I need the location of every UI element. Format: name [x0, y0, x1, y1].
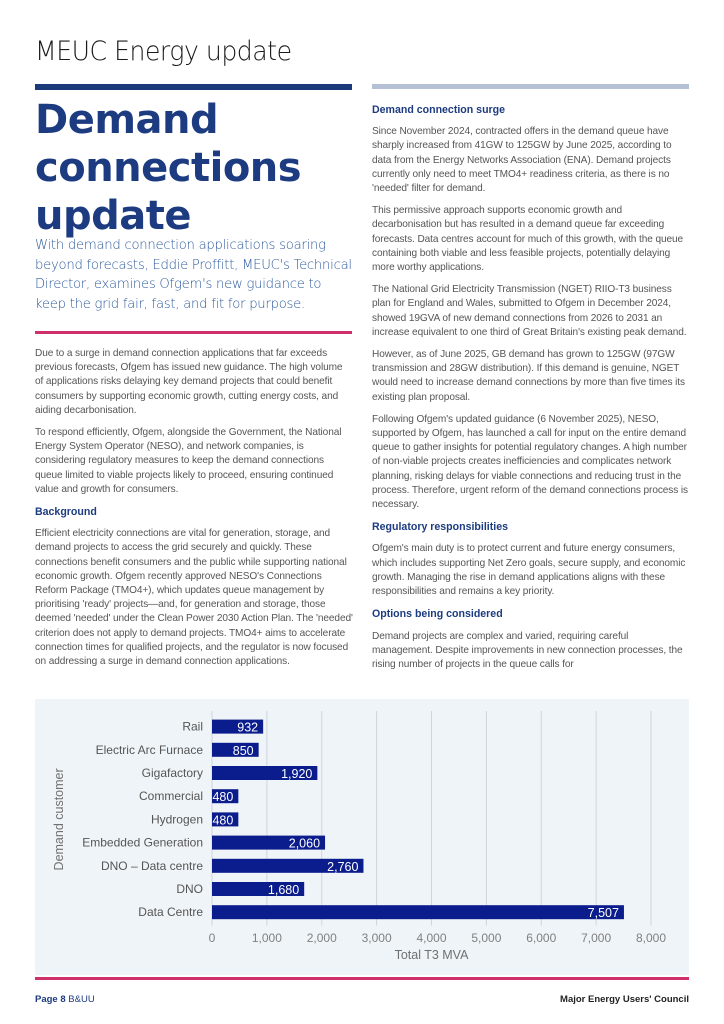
- subheading-demand-surge: Demand connection surge: [372, 104, 506, 116]
- page-number: Page 8: [35, 994, 66, 1005]
- category-label: Data Centre: [138, 905, 203, 920]
- body-paragraph: Demand projects are complex and varied, requiring careful management. Despite improvements in new connection processes, the rising number of projects in the queue calls for: [372, 630, 683, 670]
- bar-value-label: 480: [212, 790, 234, 805]
- bar-value-label: 1,680: [267, 883, 300, 897]
- headline-line: Demand: [35, 97, 219, 143]
- left-column: [35, 347, 353, 677]
- section-title: MEUC Energy update: [35, 36, 292, 67]
- subheading-regulatory: Regulatory responsibilities: [372, 521, 508, 534]
- body-paragraph: Efficient electricity connections are vital for generation, storage, and demand projects to access the grid securely and quickly. These connections benefit consumers and the public while supporting national economic growth. Ofgem recently approved NESO's Connections Reform Package (TMO4+), which updates queue management by prioritising 'ready' projects—and, for generation and storage, those deemed 'needed' under the Clean Power 2030 Action Plan. The 'needed' criterion does not apply to demand projects. TMO4+ aims to accelerate connection times for qualified projects, and the regulator is now focused on addressing a surge in demand connection applications.: [35, 528, 353, 668]
- subheading-options: Options being considered: [372, 608, 503, 621]
- subheading-background: Background: [35, 506, 97, 519]
- header-rule-dark: [35, 84, 352, 90]
- x-tick-label: 8,000: [635, 930, 667, 945]
- body-paragraph: Since November 2024, contracted offers in the demand queue have sharply increased from 41GW to 125GW by June 2025, according to data from the Energy Networks Association (ENA). Demand projects currently only need to meet TMO4+ readiness criteria, as there is no 'needed' filter for demand.: [372, 126, 672, 195]
- right-column: [372, 101, 690, 680]
- category-label: Electric Arc Furnace: [95, 742, 203, 757]
- category-label: Gigafactory: [141, 766, 203, 780]
- x-tick-label: 7,000: [581, 930, 612, 945]
- bar-value-label: 2,060: [288, 836, 321, 851]
- headline-line: connections: [35, 145, 302, 191]
- body-paragraph: The National Grid Electricity Transmission (NGET) RIIO-T3 business plan for England and Wales, submitted to Ofgem in December 2024, showed 19GVA of new demand connections from 2026 to 2031 an increase equivalent to one third of Great Britain's existing peak demand.: [372, 284, 687, 338]
- bar-value-label: 7,507: [587, 906, 619, 921]
- category-label: Hydrogen: [150, 812, 203, 827]
- publication-name: B&UU: [68, 994, 95, 1005]
- body-paragraph: However, as of June 2025, GB demand has grown to 125GW (97GW transmission and 28GW distribution). If this demand is genuine, NGET would need to increase demand connections by more than five times its existing plan proposal.: [372, 349, 685, 403]
- headline-line: update: [35, 193, 191, 239]
- x-tick-label: 1,000: [251, 930, 282, 945]
- chart-bottom-rule: [35, 977, 689, 980]
- body-paragraph: This permissive approach supports economic growth and decarbonisation but has resulted in a demand queue far exceeding forecasts. Data centres account for much of this growth, with the queue containing both viable and less feasible projects, potentially delaying more worthy applications.: [372, 205, 684, 274]
- category-label: DNO – Data centre: [100, 858, 203, 873]
- x-tick-label: 2,000: [306, 930, 337, 945]
- x-tick-label: 5,000: [471, 930, 502, 945]
- x-tick-label: 3,000: [361, 930, 392, 945]
- bar-value-label: 850: [232, 743, 254, 758]
- category-label: DNO: [176, 882, 203, 896]
- headline: [35, 96, 355, 240]
- x-axis-title: Total T3 MVA: [394, 947, 469, 962]
- body-paragraph: Ofgem's main duty is to protect current and future energy consumers, which includes supporting Net Zero goals, secure supply, and economic growth. Managing the rise in demand applications aligns with these responsibilities and remains a key priority.: [372, 543, 686, 598]
- body-paragraph: To respond efficiently, Ofgem, alongside the Government, the National Energy System Operator (NESO), and network companies, is considering regulatory measures to keep the demand connections queue limited to viable projects likely to proceed, ensuring continued value and growth for consumers.: [35, 427, 342, 495]
- body-paragraph: Following Ofgem's updated guidance (6 November 2025), NESO, supported by Ofgem, has launched a call for input on the entire demand queue to gather insights for potential regulatory changes. A high number of non-viable projects creates inefficiencies and complicates network planning, risking delays for viable connections and reducing trust in the process. Therefore, urgent reform of the demand connections process is necessary.: [372, 413, 688, 511]
- category-label: Rail: [182, 719, 203, 734]
- chart-panel: [35, 699, 689, 975]
- bar-value-label: 932: [237, 720, 259, 735]
- body-paragraph: Due to a surge in demand connection applications that far exceeds previous forecasts, Ofgem has issued new guidance. The high volume of applications risks delaying key demand projects that could benefit consumers by supporting economic growth, cutting energy costs, and aiding decarbonisation.: [35, 348, 343, 416]
- bar-value-label: 480: [212, 813, 234, 828]
- standfirst-rule: [35, 331, 352, 334]
- category-label: Embedded Generation: [82, 835, 203, 850]
- x-tick-label: 6,000: [526, 930, 557, 945]
- x-tick-label: 4,000: [416, 930, 447, 945]
- footer-page-info: [35, 994, 95, 1005]
- x-tick-label: 0: [208, 930, 216, 945]
- footer-organisation: Major Energy Users' Council: [560, 994, 689, 1005]
- bar-value-label: 2,760: [327, 859, 359, 874]
- category-label: Commercial: [138, 789, 203, 804]
- standfirst: With demand connection applications soaring beyond forecasts, Eddie Proffitt, MEUC's Technical Director, examines Ofgem's new guidance to keep the grid fair, fast, and fit for purpose.: [35, 238, 352, 312]
- bar-chart: [35, 699, 689, 975]
- header-rule-light: [372, 84, 689, 89]
- bar: [212, 905, 624, 919]
- bar-value-label: 1,920: [281, 767, 313, 781]
- y-axis-title: Demand customer: [52, 768, 66, 871]
